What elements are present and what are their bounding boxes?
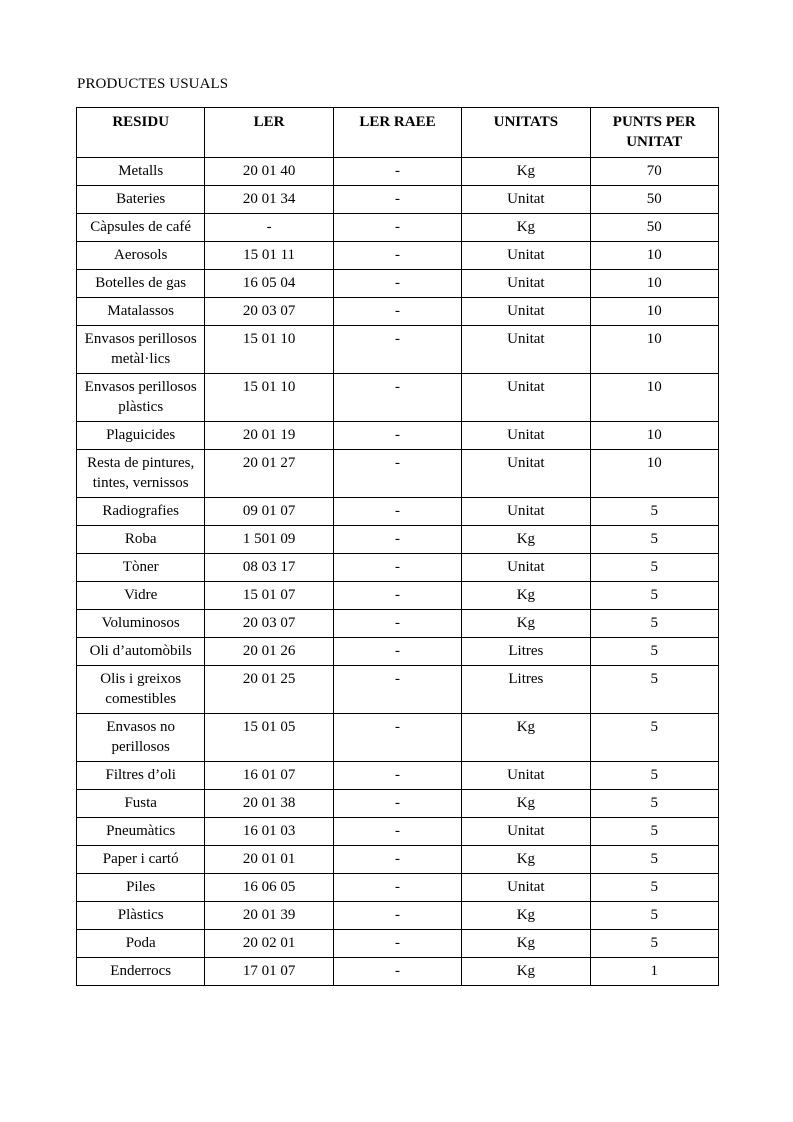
cell-unitats: Kg [462, 526, 590, 554]
cell-punts: 5 [590, 554, 718, 582]
cell-ler-raee: - [333, 270, 461, 298]
cell-punts: 1 [590, 958, 718, 986]
cell-punts: 10 [590, 422, 718, 450]
header-row [77, 108, 719, 158]
cell-ler-raee: - [333, 326, 461, 374]
cell-residu: Vidre [77, 582, 205, 610]
table-row [77, 326, 719, 374]
cell-ler-raee: - [333, 930, 461, 958]
cell-ler-raee: - [333, 242, 461, 270]
cell-punts: 5 [590, 902, 718, 930]
cell-ler: 17 01 07 [205, 958, 333, 986]
cell-ler: 20 01 25 [205, 666, 333, 714]
cell-ler: 20 01 26 [205, 638, 333, 666]
table-row [77, 874, 719, 902]
cell-unitats: Kg [462, 846, 590, 874]
cell-ler-raee: - [333, 582, 461, 610]
table-row [77, 610, 719, 638]
cell-residu: Aerosols [77, 242, 205, 270]
cell-residu: Càpsules de café [77, 214, 205, 242]
table-body [77, 158, 719, 986]
table-row [77, 374, 719, 422]
cell-residu: Tòner [77, 554, 205, 582]
table-row [77, 666, 719, 714]
cell-residu: Envasos perillosos plàstics [77, 374, 205, 422]
table-row [77, 714, 719, 762]
cell-unitats: Kg [462, 610, 590, 638]
cell-ler: - [205, 214, 333, 242]
cell-ler-raee: - [333, 638, 461, 666]
cell-residu: Envasos perillosos metàl·lics [77, 326, 205, 374]
products-table [76, 107, 719, 986]
header-punts-per-unitat: PUNTS PER UNITAT [590, 108, 718, 158]
cell-punts: 5 [590, 498, 718, 526]
cell-ler-raee: - [333, 902, 461, 930]
table-row [77, 242, 719, 270]
cell-ler: 15 01 07 [205, 582, 333, 610]
cell-punts: 10 [590, 326, 718, 374]
cell-residu: Plàstics [77, 902, 205, 930]
cell-ler-raee: - [333, 958, 461, 986]
cell-unitats: Unitat [462, 450, 590, 498]
cell-ler: 16 01 03 [205, 818, 333, 846]
cell-punts: 5 [590, 930, 718, 958]
cell-punts: 5 [590, 582, 718, 610]
cell-ler: 16 05 04 [205, 270, 333, 298]
cell-ler: 08 03 17 [205, 554, 333, 582]
table-row [77, 214, 719, 242]
cell-ler-raee: - [333, 714, 461, 762]
cell-ler: 15 01 05 [205, 714, 333, 762]
header-unitats: UNITATS [462, 108, 590, 158]
cell-punts: 10 [590, 242, 718, 270]
cell-ler: 20 01 39 [205, 902, 333, 930]
table-row [77, 930, 719, 958]
cell-punts: 5 [590, 526, 718, 554]
cell-residu: Plaguicides [77, 422, 205, 450]
cell-ler-raee: - [333, 790, 461, 818]
cell-residu: Filtres d’oli [77, 762, 205, 790]
cell-ler: 20 01 19 [205, 422, 333, 450]
cell-residu: Matalassos [77, 298, 205, 326]
cell-unitats: Unitat [462, 818, 590, 846]
cell-ler: 15 01 10 [205, 326, 333, 374]
cell-punts: 5 [590, 666, 718, 714]
table-header [77, 108, 719, 158]
cell-ler: 20 03 07 [205, 610, 333, 638]
table-row [77, 790, 719, 818]
cell-ler: 20 01 38 [205, 790, 333, 818]
cell-ler: 16 06 05 [205, 874, 333, 902]
cell-unitats: Unitat [462, 326, 590, 374]
cell-punts: 5 [590, 638, 718, 666]
cell-punts: 5 [590, 714, 718, 762]
cell-ler-raee: - [333, 874, 461, 902]
cell-unitats: Unitat [462, 498, 590, 526]
cell-punts: 10 [590, 374, 718, 422]
cell-ler-raee: - [333, 498, 461, 526]
cell-ler: 20 01 01 [205, 846, 333, 874]
table-row [77, 818, 719, 846]
cell-residu: Roba [77, 526, 205, 554]
cell-punts: 5 [590, 762, 718, 790]
cell-ler: 15 01 10 [205, 374, 333, 422]
cell-unitats: Unitat [462, 554, 590, 582]
cell-ler-raee: - [333, 818, 461, 846]
cell-unitats: Kg [462, 790, 590, 818]
cell-unitats: Unitat [462, 422, 590, 450]
table-row [77, 498, 719, 526]
cell-ler-raee: - [333, 186, 461, 214]
table-row [77, 158, 719, 186]
cell-residu: Olis i greixos comestibles [77, 666, 205, 714]
table-row [77, 846, 719, 874]
table-row [77, 270, 719, 298]
header-ler: LER [205, 108, 333, 158]
cell-residu: Oli d’automòbils [77, 638, 205, 666]
cell-unitats: Kg [462, 958, 590, 986]
table-row [77, 422, 719, 450]
cell-unitats: Kg [462, 930, 590, 958]
table-row [77, 554, 719, 582]
table-row [77, 958, 719, 986]
cell-ler-raee: - [333, 846, 461, 874]
page-title: PRODUCTES USUALS [77, 76, 229, 92]
cell-ler: 09 01 07 [205, 498, 333, 526]
cell-residu: Radiografies [77, 498, 205, 526]
cell-residu: Pneumàtics [77, 818, 205, 846]
cell-ler: 20 01 27 [205, 450, 333, 498]
cell-unitats: Litres [462, 666, 590, 714]
cell-punts: 5 [590, 610, 718, 638]
cell-residu: Bateries [77, 186, 205, 214]
header-ler-raee: LER RAEE [333, 108, 461, 158]
cell-unitats: Unitat [462, 874, 590, 902]
cell-punts: 5 [590, 790, 718, 818]
cell-punts: 50 [590, 186, 718, 214]
cell-unitats: Unitat [462, 374, 590, 422]
cell-ler-raee: - [333, 762, 461, 790]
cell-punts: 50 [590, 214, 718, 242]
cell-unitats: Litres [462, 638, 590, 666]
cell-residu: Envasos no perillosos [77, 714, 205, 762]
cell-unitats: Kg [462, 214, 590, 242]
cell-punts: 10 [590, 298, 718, 326]
table-row [77, 526, 719, 554]
cell-unitats: Kg [462, 902, 590, 930]
cell-ler-raee: - [333, 158, 461, 186]
table-row [77, 186, 719, 214]
cell-unitats: Unitat [462, 298, 590, 326]
cell-ler: 20 01 40 [205, 158, 333, 186]
header-residu: RESIDU [77, 108, 205, 158]
cell-ler-raee: - [333, 526, 461, 554]
cell-ler-raee: - [333, 450, 461, 498]
cell-unitats: Unitat [462, 270, 590, 298]
table-row [77, 450, 719, 498]
cell-ler-raee: - [333, 422, 461, 450]
cell-punts: 10 [590, 450, 718, 498]
cell-punts: 70 [590, 158, 718, 186]
cell-ler-raee: - [333, 214, 461, 242]
cell-ler-raee: - [333, 374, 461, 422]
cell-residu: Poda [77, 930, 205, 958]
cell-ler: 20 03 07 [205, 298, 333, 326]
cell-residu: Paper i cartó [77, 846, 205, 874]
cell-ler-raee: - [333, 554, 461, 582]
cell-ler: 20 01 34 [205, 186, 333, 214]
cell-residu: Metalls [77, 158, 205, 186]
cell-punts: 5 [590, 818, 718, 846]
cell-unitats: Kg [462, 582, 590, 610]
table-row [77, 762, 719, 790]
table-row [77, 638, 719, 666]
cell-ler: 20 02 01 [205, 930, 333, 958]
table-row [77, 902, 719, 930]
cell-punts: 5 [590, 874, 718, 902]
cell-ler: 16 01 07 [205, 762, 333, 790]
cell-residu: Voluminosos [77, 610, 205, 638]
cell-residu: Piles [77, 874, 205, 902]
cell-residu: Fusta [77, 790, 205, 818]
cell-ler-raee: - [333, 298, 461, 326]
cell-residu: Resta de pintures, tintes, vernissos [77, 450, 205, 498]
cell-residu: Botelles de gas [77, 270, 205, 298]
cell-punts: 5 [590, 846, 718, 874]
cell-unitats: Unitat [462, 186, 590, 214]
cell-unitats: Unitat [462, 762, 590, 790]
cell-ler-raee: - [333, 666, 461, 714]
cell-ler: 1 501 09 [205, 526, 333, 554]
cell-unitats: Kg [462, 158, 590, 186]
cell-punts: 10 [590, 270, 718, 298]
cell-residu: Enderrocs [77, 958, 205, 986]
cell-unitats: Kg [462, 714, 590, 762]
cell-ler: 15 01 11 [205, 242, 333, 270]
table-row [77, 582, 719, 610]
cell-ler-raee: - [333, 610, 461, 638]
cell-unitats: Unitat [462, 242, 590, 270]
table-row [77, 298, 719, 326]
